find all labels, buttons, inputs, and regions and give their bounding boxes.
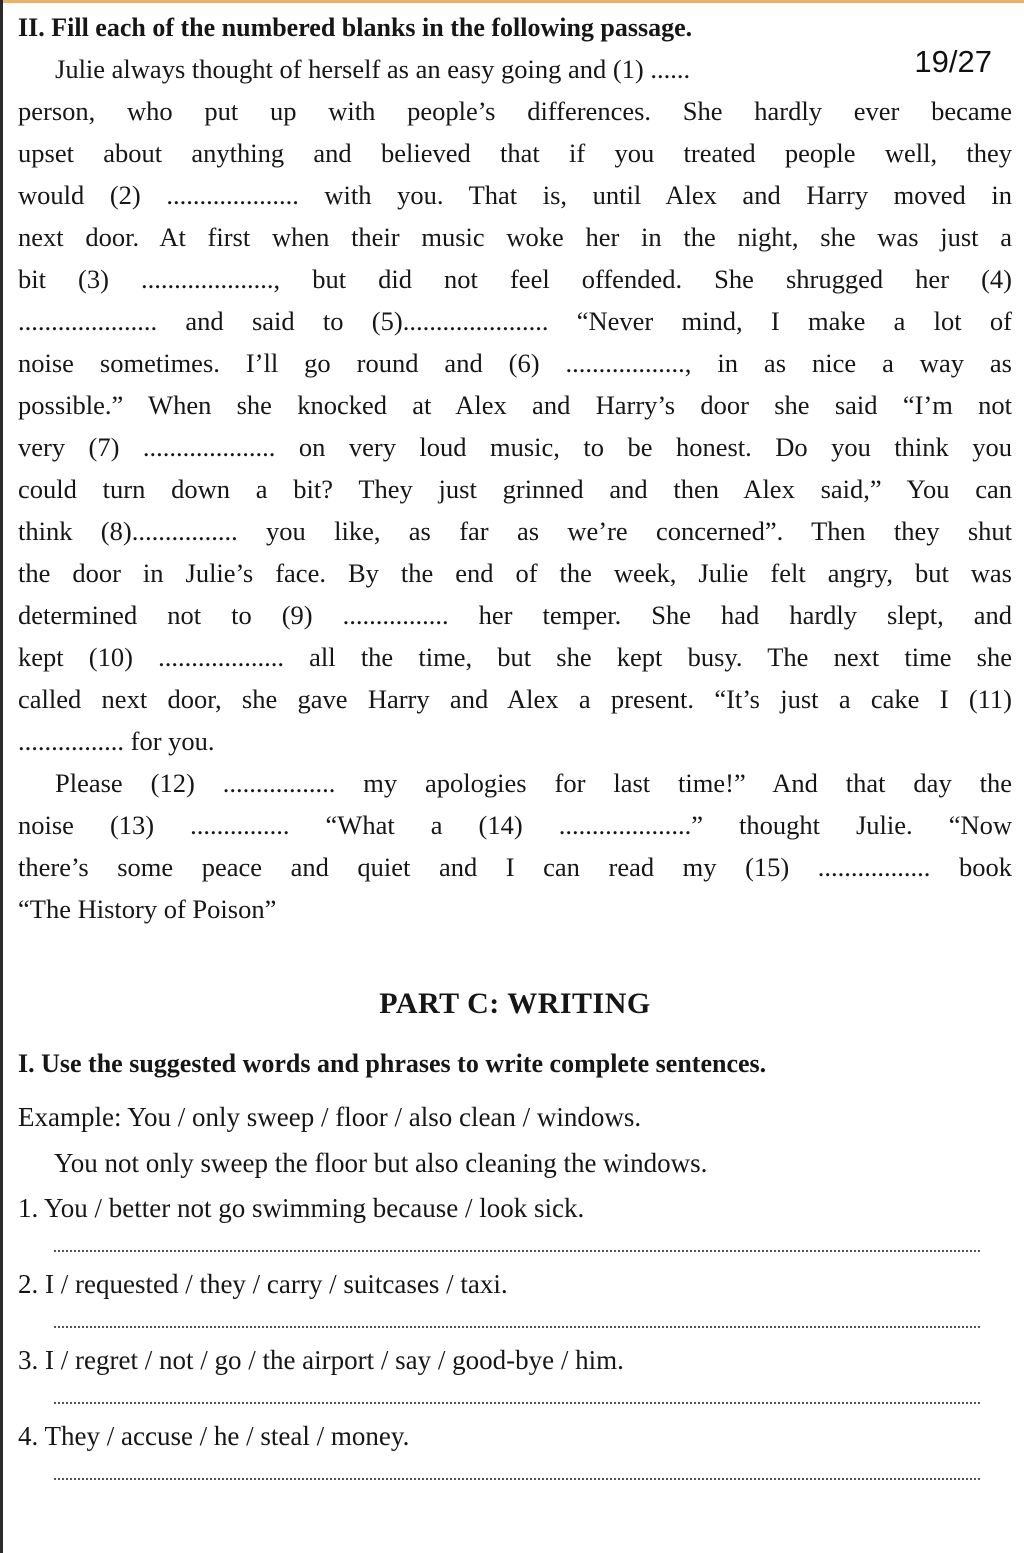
writing-section-heading: I. Use the suggested words and phrases to write complete sentences. [18, 1049, 767, 1078]
answer-line [54, 1476, 980, 1480]
passage-line: could turn down a bit? They just grinned and then Alex said,” You can [18, 474, 1012, 504]
answer-line [54, 1400, 980, 1404]
passage-line: determined not to (9) ................ her temper. She had hardly slept, and [18, 600, 1012, 630]
writing-item: 3. I / regret / not / go / the airport / say / good-bye / him. [18, 1345, 624, 1375]
passage-line: kept (10) ................... all the time, but she kept busy. The next time she [18, 642, 1012, 672]
worksheet-page [18, 8, 1012, 1490]
passage-line: possible.” When she knocked at Alex and Harry’s door she said “I’m not [18, 390, 1012, 420]
answer-line [54, 1248, 980, 1252]
passage-line: Please (12) ................. my apologies for last time!” And that day the [55, 768, 1012, 798]
example-prompt: Example: You / only sweep / floor / also clean / windows. [18, 1102, 642, 1132]
exercise-heading: II. Fill each of the numbered blanks in the following passage. [18, 13, 693, 42]
example-answer: You not only sweep the floor but also cleaning the windows. [54, 1148, 708, 1178]
writing-item: 1. You / better not go swimming because / look sick. [18, 1193, 585, 1223]
passage-line: very (7) .................... on very loud music, to be honest. Do you think you [18, 432, 1012, 462]
passage-line: bit (3) ...................., but did not feel offended. She shrugged her (4) [18, 264, 1012, 294]
passage-line: the door in Julie’s face. By the end of the week, Julie felt angry, but was [18, 558, 1012, 588]
page-number: 19/27 [914, 44, 992, 79]
writing-item: 2. I / requested / they / carry / suitcases / taxi. [18, 1269, 508, 1299]
passage-line: there’s some peace and quiet and I can read my (15) ................. book [18, 852, 1012, 882]
passage-line: noise (13) ............... “What a (14) ....................” thought Julie. “Now [18, 810, 1012, 840]
writing-items [18, 1186, 1012, 1480]
top-border [0, 0, 1024, 3]
passage-line: noise sometimes. I’ll go round and (6) .................., in as nice a way as [18, 348, 1012, 378]
part-c-title: PART C: WRITING [379, 987, 651, 1020]
writing-item: 4. They / accuse / he / steal / money. [18, 1421, 410, 1451]
fill-blank-passage [18, 48, 1012, 930]
passage-line: person, who put up with people’s differences. She hardly ever became [18, 96, 1012, 126]
passage-line: next door. At first when their music woke her in the night, she was just a [18, 222, 1012, 252]
answer-line [54, 1324, 980, 1328]
passage-line: called next door, she gave Harry and Alex a present. “It’s just a cake I (11) [18, 684, 1012, 714]
passage-line: would (2) .................... with you. That is, until Alex and Harry moved in [18, 180, 1012, 210]
left-page-edge [0, 0, 3, 1553]
passage-line: “The History of Poison” [18, 894, 277, 924]
passage-line: ................ for you. [18, 726, 215, 756]
passage-line: think (8)................ you like, as far as we’re concerned”. Then they shut [18, 516, 1012, 546]
passage-line: Julie always thought of herself as an easy going and (1) ...... [55, 54, 691, 84]
passage-line: upset about anything and believed that if you treated people well, they [18, 138, 1012, 168]
passage-line: ..................... and said to (5)...................... “Never mind, I make a lot of [18, 306, 1012, 336]
spacer [18, 930, 1012, 972]
